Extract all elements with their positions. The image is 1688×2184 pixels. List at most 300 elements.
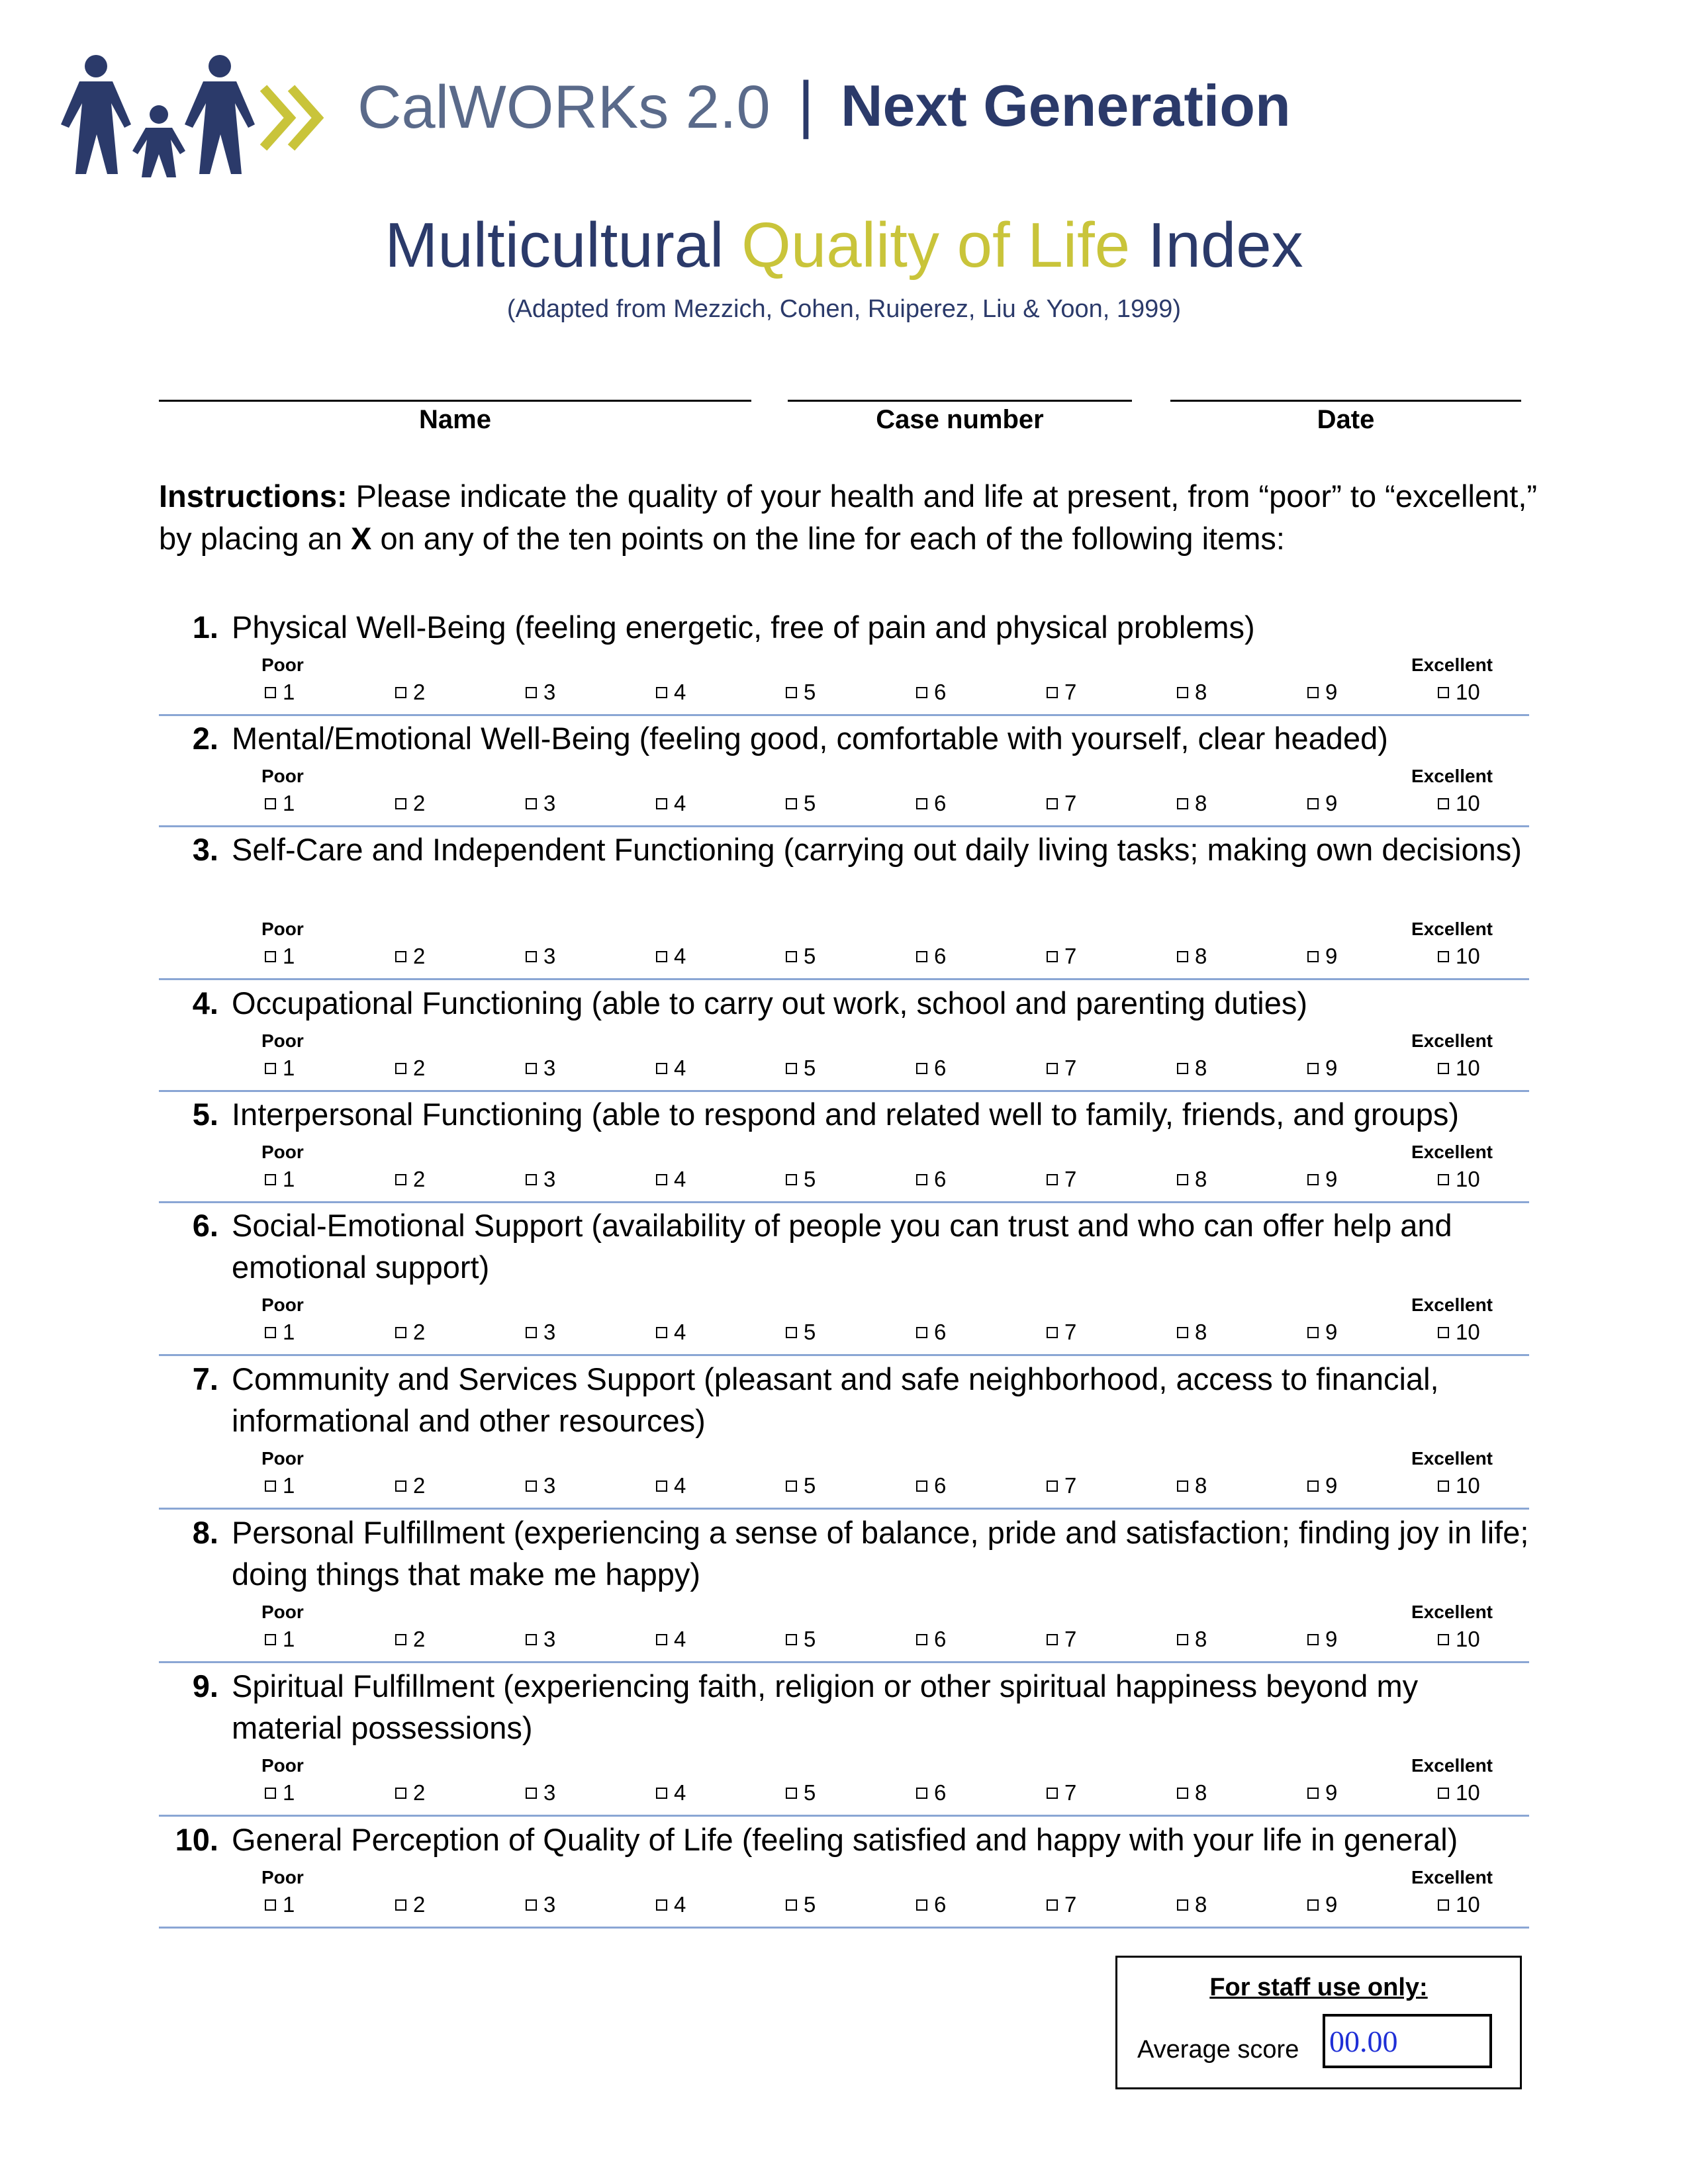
- checkbox-icon[interactable]: [1177, 798, 1188, 809]
- rating-option-label: 8: [1195, 1780, 1207, 1805]
- rating-option[interactable]: [265, 1320, 295, 1345]
- checkbox-icon[interactable]: [1307, 1899, 1319, 1911]
- rating-option[interactable]: [1438, 1780, 1480, 1805]
- rating-option[interactable]: [1438, 1167, 1480, 1192]
- rating-option[interactable]: [1438, 791, 1480, 816]
- rating-option[interactable]: [526, 1892, 555, 1917]
- rating-option-label: 2: [413, 1627, 426, 1651]
- rating-option[interactable]: [1438, 944, 1480, 969]
- checkbox-icon[interactable]: [916, 1788, 927, 1799]
- rating-option-label: 9: [1325, 1320, 1338, 1344]
- rating-option-label: 5: [804, 1320, 816, 1344]
- checkbox-icon[interactable]: [395, 1480, 406, 1492]
- rating-option[interactable]: [1047, 680, 1076, 705]
- rating-option[interactable]: [395, 1167, 425, 1192]
- rating-option-label: 1: [283, 1056, 295, 1080]
- rating-option[interactable]: [1047, 1056, 1076, 1081]
- rating-option-label: 5: [804, 1627, 816, 1651]
- scale-poor-label: Poor: [261, 1030, 304, 1051]
- checkbox-icon[interactable]: [656, 687, 667, 698]
- checkbox-icon[interactable]: [526, 1174, 537, 1185]
- rating-option[interactable]: [526, 1056, 555, 1081]
- checkbox-icon[interactable]: [1307, 1480, 1319, 1492]
- checkbox-icon[interactable]: [786, 1634, 797, 1645]
- checkbox-icon[interactable]: [1438, 1327, 1449, 1338]
- checkbox-icon[interactable]: [786, 951, 797, 962]
- rating-option[interactable]: [1307, 1320, 1337, 1345]
- checkbox-icon[interactable]: [526, 1634, 537, 1645]
- rating-option[interactable]: [265, 1780, 295, 1805]
- checkbox-icon[interactable]: [1438, 1063, 1449, 1074]
- rating-option[interactable]: [395, 1056, 425, 1081]
- rating-option[interactable]: [786, 1056, 816, 1081]
- rating-option-label: 9: [1325, 791, 1338, 815]
- rating-option[interactable]: [526, 944, 555, 969]
- rating-option[interactable]: [395, 1627, 425, 1652]
- rating-options: [265, 1627, 1503, 1653]
- item-divider: [159, 1661, 1529, 1663]
- rating-option[interactable]: [916, 1473, 946, 1498]
- rating-option[interactable]: [1047, 1320, 1076, 1345]
- rating-option[interactable]: [1307, 791, 1337, 816]
- rating-option[interactable]: [265, 1056, 295, 1081]
- checkbox-icon[interactable]: [526, 798, 537, 809]
- rating-option-label: 6: [934, 944, 947, 968]
- checkbox-icon[interactable]: [526, 1063, 537, 1074]
- rating-option-label: 8: [1195, 1320, 1207, 1344]
- instructions-text-1: Please indicate the quality of your health and life at present, from “poor” to “excellent,” by placing an: [159, 478, 1538, 556]
- scale-poor-label: Poor: [261, 1142, 304, 1162]
- rating-option[interactable]: [1177, 1056, 1207, 1081]
- rating-option[interactable]: [265, 1627, 295, 1652]
- rating-option[interactable]: [1177, 1627, 1207, 1652]
- rating-option[interactable]: [1438, 1320, 1480, 1345]
- rating-option[interactable]: [265, 791, 295, 816]
- rating-option[interactable]: [656, 1627, 686, 1652]
- rating-option-label: 7: [1064, 791, 1077, 815]
- item-number: 7.: [192, 1361, 218, 1396]
- scale-poor-label: Poor: [261, 1867, 304, 1888]
- rating-option[interactable]: [656, 1167, 686, 1192]
- staff-use-box: [1115, 1956, 1522, 2089]
- checkbox-icon[interactable]: [916, 1634, 927, 1645]
- checkbox-icon[interactable]: [1438, 1899, 1449, 1911]
- average-score-label: Average score: [1137, 2036, 1299, 2064]
- rating-option-label: 1: [283, 1780, 295, 1805]
- rating-option-label: 8: [1195, 1473, 1207, 1498]
- checkbox-icon[interactable]: [526, 687, 537, 698]
- item-divider: [159, 714, 1529, 716]
- checkbox-icon[interactable]: [1047, 1480, 1058, 1492]
- rating-option[interactable]: [656, 1780, 686, 1805]
- rating-option-label: 4: [674, 791, 686, 815]
- item-number: 4.: [192, 985, 218, 1021]
- rating-option[interactable]: [265, 1167, 295, 1192]
- rating-option-label: 8: [1195, 680, 1207, 704]
- rating-option-label: 5: [804, 791, 816, 815]
- checkbox-icon[interactable]: [1047, 687, 1058, 698]
- checkbox-icon[interactable]: [656, 798, 667, 809]
- brand-tagline: Next Generation: [841, 73, 1291, 138]
- brand-name: CalWORKs 2.0: [357, 73, 771, 141]
- rating-option[interactable]: [526, 1473, 555, 1498]
- checkbox-icon[interactable]: [265, 1899, 276, 1911]
- rating-option[interactable]: [395, 1320, 425, 1345]
- rating-option-label: 1: [283, 1167, 295, 1191]
- staff-title: For staff use only:: [1209, 1974, 1428, 2001]
- checkbox-icon[interactable]: [916, 951, 927, 962]
- checkbox-icon[interactable]: [265, 1480, 276, 1492]
- rating-option[interactable]: [1047, 791, 1076, 816]
- checkbox-icon[interactable]: [395, 1634, 406, 1645]
- rating-option[interactable]: [265, 944, 295, 969]
- checkbox-icon[interactable]: [395, 1327, 406, 1338]
- checkbox-icon[interactable]: [1438, 951, 1449, 962]
- rating-option[interactable]: [916, 791, 946, 816]
- rating-option[interactable]: [916, 1627, 946, 1652]
- scale-excellent-label: Excellent: [1411, 1602, 1493, 1622]
- checkbox-icon[interactable]: [1307, 1174, 1319, 1185]
- rating-option[interactable]: [656, 1320, 686, 1345]
- checkbox-icon[interactable]: [916, 1899, 927, 1911]
- rating-option[interactable]: [786, 1320, 816, 1345]
- rating-option-label: 6: [934, 1320, 947, 1344]
- checkbox-icon[interactable]: [786, 1788, 797, 1799]
- checkbox-icon[interactable]: [1438, 798, 1449, 809]
- checkbox-icon[interactable]: [916, 798, 927, 809]
- item-text: Community and Services Support (pleasant and safe neighborhood, access to financial, informational and other resources): [232, 1361, 1439, 1438]
- checkbox-icon[interactable]: [916, 1174, 927, 1185]
- rating-option[interactable]: [786, 791, 816, 816]
- rating-option[interactable]: [265, 680, 295, 705]
- rating-option[interactable]: [526, 791, 555, 816]
- rating-option[interactable]: [1438, 1892, 1480, 1917]
- rating-option[interactable]: [526, 1627, 555, 1652]
- item-text: Spiritual Fulfillment (experiencing faith, religion or other spiritual happiness beyond my material possessions): [232, 1668, 1419, 1745]
- checkbox-icon[interactable]: [395, 1899, 406, 1911]
- checkbox-icon[interactable]: [786, 1174, 797, 1185]
- rating-option[interactable]: [1177, 791, 1207, 816]
- checkbox-icon[interactable]: [395, 798, 406, 809]
- rating-option-label: 4: [674, 680, 686, 704]
- checkbox-icon[interactable]: [395, 1174, 406, 1185]
- rating-option-label: 4: [674, 1320, 686, 1344]
- rating-option[interactable]: [1307, 1627, 1337, 1652]
- checkbox-icon[interactable]: [1047, 1634, 1058, 1645]
- rating-option-label: 1: [283, 680, 295, 704]
- scale-poor-label: Poor: [261, 1448, 304, 1469]
- rating-options: [265, 791, 1503, 817]
- checkbox-icon[interactable]: [656, 1788, 667, 1799]
- item-text: Mental/Emotional Well-Being (feeling good, comfortable with yourself, clear headed): [232, 721, 1388, 756]
- rating-option[interactable]: [1177, 1780, 1207, 1805]
- checkbox-icon[interactable]: [1177, 1480, 1188, 1492]
- rating-option-label: 3: [543, 1056, 556, 1080]
- rating-option[interactable]: [1047, 1780, 1076, 1805]
- scale-excellent-label: Excellent: [1411, 1142, 1493, 1162]
- rating-option[interactable]: [916, 1056, 946, 1081]
- case-number-field[interactable]: [788, 400, 1132, 402]
- rating-option[interactable]: [265, 1473, 295, 1498]
- checkbox-icon[interactable]: [1307, 951, 1319, 962]
- checkbox-icon[interactable]: [265, 1634, 276, 1645]
- item-text: Personal Fulfillment (experiencing a sense of balance, pride and satisfaction; finding joy in life; doing things that make me happy): [232, 1515, 1529, 1592]
- rating-option[interactable]: [1307, 944, 1337, 969]
- scale-poor-label: Poor: [261, 919, 304, 939]
- rating-option[interactable]: [395, 1780, 425, 1805]
- rating-option-label: 6: [934, 1056, 947, 1080]
- rating-option-label: 6: [934, 791, 947, 815]
- rating-option[interactable]: [1177, 1167, 1207, 1192]
- rating-option[interactable]: [916, 1320, 946, 1345]
- rating-option-label: 4: [674, 1780, 686, 1805]
- rating-option-label: 7: [1064, 1780, 1077, 1805]
- checkbox-icon[interactable]: [786, 687, 797, 698]
- rating-options: [265, 1056, 1503, 1082]
- rating-option[interactable]: [395, 791, 425, 816]
- rating-options: [265, 1780, 1503, 1807]
- rating-option-label: 8: [1195, 944, 1207, 968]
- checkbox-icon[interactable]: [265, 1327, 276, 1338]
- checkbox-icon[interactable]: [916, 1063, 927, 1074]
- rating-option[interactable]: [916, 1892, 946, 1917]
- checkbox-icon[interactable]: [1177, 951, 1188, 962]
- rating-options: [265, 1167, 1503, 1193]
- rating-option[interactable]: [656, 944, 686, 969]
- checkbox-icon[interactable]: [265, 1174, 276, 1185]
- checkbox-icon[interactable]: [1177, 1899, 1188, 1911]
- rating-option[interactable]: [656, 1056, 686, 1081]
- rating-option-label: 10: [1456, 1473, 1480, 1498]
- checkbox-icon[interactable]: [1047, 1174, 1058, 1185]
- rating-option[interactable]: [656, 1473, 686, 1498]
- item-divider: [159, 1508, 1529, 1510]
- rating-option-label: 3: [543, 944, 556, 968]
- rating-option[interactable]: [786, 944, 816, 969]
- checkbox-icon[interactable]: [916, 687, 927, 698]
- checkbox-icon[interactable]: [526, 1788, 537, 1799]
- rating-option-label: 2: [413, 680, 426, 704]
- checkbox-icon[interactable]: [656, 1480, 667, 1492]
- rating-options: [265, 1473, 1503, 1500]
- rating-option-label: 1: [283, 791, 295, 815]
- rating-option[interactable]: [786, 1780, 816, 1805]
- rating-option[interactable]: [526, 1167, 555, 1192]
- checkbox-icon[interactable]: [395, 687, 406, 698]
- rating-option[interactable]: [1047, 944, 1076, 969]
- checkbox-icon[interactable]: [786, 1063, 797, 1074]
- rating-option[interactable]: [1307, 1780, 1337, 1805]
- checkbox-icon[interactable]: [265, 687, 276, 698]
- checkbox-icon[interactable]: [786, 1480, 797, 1492]
- rating-option[interactable]: [395, 1473, 425, 1498]
- scale-poor-label: Poor: [261, 1755, 304, 1776]
- rating-option[interactable]: [1307, 1056, 1337, 1081]
- checkbox-icon[interactable]: [1307, 1327, 1319, 1338]
- rating-option-label: 4: [674, 1473, 686, 1498]
- checkbox-icon[interactable]: [1307, 1063, 1319, 1074]
- checkbox-icon[interactable]: [395, 1063, 406, 1074]
- rating-option[interactable]: [1047, 1892, 1076, 1917]
- rating-options: [265, 1892, 1503, 1919]
- rating-option[interactable]: [1177, 1473, 1207, 1498]
- date-field[interactable]: [1170, 400, 1521, 402]
- rating-option-label: 1: [283, 1627, 295, 1651]
- rating-option-label: 1: [283, 1473, 295, 1498]
- rating-option[interactable]: [395, 680, 425, 705]
- checkbox-icon[interactable]: [1177, 1327, 1188, 1338]
- checkbox-icon[interactable]: [1177, 1634, 1188, 1645]
- rating-option-label: 9: [1325, 1892, 1338, 1917]
- rating-option-label: 10: [1456, 1056, 1480, 1080]
- checkbox-icon[interactable]: [265, 1788, 276, 1799]
- checkbox-icon[interactable]: [526, 1899, 537, 1911]
- rating-option[interactable]: [1047, 1627, 1076, 1652]
- rating-option[interactable]: [916, 944, 946, 969]
- rating-option[interactable]: [265, 1892, 295, 1917]
- checkbox-icon[interactable]: [1438, 1174, 1449, 1185]
- checkbox-icon[interactable]: [786, 1327, 797, 1338]
- checkbox-icon[interactable]: [265, 798, 276, 809]
- rating-option[interactable]: [1438, 1056, 1480, 1081]
- rating-option-label: 7: [1064, 1473, 1077, 1498]
- rating-option-label: 3: [543, 680, 556, 704]
- rating-option[interactable]: [786, 1167, 816, 1192]
- rating-option-label: 1: [283, 1892, 295, 1917]
- rating-option[interactable]: [1177, 1892, 1207, 1917]
- rating-option-label: 6: [934, 680, 947, 704]
- checkbox-icon[interactable]: [656, 1063, 667, 1074]
- rating-option-label: 9: [1325, 944, 1338, 968]
- rating-option[interactable]: [1177, 680, 1207, 705]
- rating-option[interactable]: [526, 1780, 555, 1805]
- rating-option[interactable]: [656, 791, 686, 816]
- checkbox-icon[interactable]: [786, 1899, 797, 1911]
- checkbox-icon[interactable]: [656, 1634, 667, 1645]
- rating-option-label: 4: [674, 1892, 686, 1917]
- checkbox-icon[interactable]: [656, 1327, 667, 1338]
- rating-option[interactable]: [526, 1320, 555, 1345]
- checkbox-icon[interactable]: [656, 1174, 667, 1185]
- checkbox-icon[interactable]: [526, 951, 537, 962]
- checkbox-icon[interactable]: [1307, 798, 1319, 809]
- rating-option[interactable]: [786, 680, 816, 705]
- checkbox-icon[interactable]: [656, 1899, 667, 1911]
- checkbox-icon[interactable]: [1047, 1899, 1058, 1911]
- name-field[interactable]: [159, 400, 751, 402]
- rating-option-label: 4: [674, 944, 686, 968]
- rating-option[interactable]: [916, 1780, 946, 1805]
- rating-option[interactable]: [526, 680, 555, 705]
- item-divider: [159, 1927, 1529, 1929]
- rating-option-label: 8: [1195, 1167, 1207, 1191]
- scale-excellent-label: Excellent: [1411, 655, 1493, 675]
- rating-option[interactable]: [786, 1627, 816, 1652]
- checkbox-icon[interactable]: [1307, 1788, 1319, 1799]
- rating-option-label: 2: [413, 1892, 426, 1917]
- checkbox-icon[interactable]: [395, 1788, 406, 1799]
- rating-option[interactable]: [1307, 1892, 1337, 1917]
- rating-option[interactable]: [1438, 1473, 1480, 1498]
- rating-option[interactable]: [916, 680, 946, 705]
- rating-option[interactable]: [656, 1892, 686, 1917]
- rating-option-label: 10: [1456, 1892, 1480, 1917]
- rating-option[interactable]: [656, 680, 686, 705]
- checkbox-icon[interactable]: [1438, 1788, 1449, 1799]
- rating-option-label: 3: [543, 1780, 556, 1805]
- rating-option[interactable]: [1438, 680, 1480, 705]
- rating-option-label: 6: [934, 1892, 947, 1917]
- rating-option[interactable]: [916, 1167, 946, 1192]
- rating-option[interactable]: [1177, 1320, 1207, 1345]
- rating-option[interactable]: [1177, 944, 1207, 969]
- rating-option[interactable]: [1307, 1167, 1337, 1192]
- checkbox-icon[interactable]: [395, 951, 406, 962]
- checkbox-icon[interactable]: [656, 951, 667, 962]
- checkbox-icon[interactable]: [786, 798, 797, 809]
- rating-option[interactable]: [1307, 680, 1337, 705]
- checkbox-icon[interactable]: [1047, 1327, 1058, 1338]
- checkbox-icon[interactable]: [1438, 687, 1449, 698]
- checkbox-icon[interactable]: [1047, 1063, 1058, 1074]
- checkbox-icon[interactable]: [1177, 1063, 1188, 1074]
- checkbox-icon[interactable]: [1177, 1788, 1188, 1799]
- rating-option[interactable]: [786, 1892, 816, 1917]
- rating-option[interactable]: [1307, 1473, 1337, 1498]
- calworks-logo-icon: [53, 52, 344, 184]
- checkbox-icon[interactable]: [1307, 1634, 1319, 1645]
- checkbox-icon[interactable]: [1438, 1634, 1449, 1645]
- item-number: 3.: [192, 832, 218, 867]
- rating-option-label: 2: [413, 1167, 426, 1191]
- rating-option-label: 5: [804, 1473, 816, 1498]
- checkbox-icon[interactable]: [1047, 798, 1058, 809]
- checkbox-icon[interactable]: [916, 1480, 927, 1492]
- checkbox-icon[interactable]: [1307, 687, 1319, 698]
- scale-poor-label: Poor: [261, 1295, 304, 1315]
- item-number: 9.: [192, 1668, 218, 1704]
- rating-options: [265, 680, 1503, 706]
- rating-option-label: 4: [674, 1627, 686, 1651]
- rating-option-label: 5: [804, 944, 816, 968]
- rating-option[interactable]: [395, 944, 425, 969]
- rating-option-label: 10: [1456, 944, 1480, 968]
- checkbox-icon[interactable]: [1177, 687, 1188, 698]
- checkbox-icon[interactable]: [1177, 1174, 1188, 1185]
- checkbox-icon[interactable]: [1047, 951, 1058, 962]
- checkbox-icon[interactable]: [1438, 1480, 1449, 1492]
- rating-option-label: 10: [1456, 1780, 1480, 1805]
- rating-option-label: 6: [934, 1780, 947, 1805]
- rating-option[interactable]: [1438, 1627, 1480, 1652]
- rating-option[interactable]: [1047, 1473, 1076, 1498]
- checkbox-icon[interactable]: [1047, 1788, 1058, 1799]
- checkbox-icon[interactable]: [526, 1327, 537, 1338]
- average-score-field[interactable]: 00.00: [1323, 2014, 1492, 2068]
- scale-excellent-label: Excellent: [1411, 1867, 1493, 1888]
- checkbox-icon[interactable]: [265, 951, 276, 962]
- rating-option[interactable]: [1047, 1167, 1076, 1192]
- item-text: Social-Emotional Support (availability of people you can trust and who can offer help and emotional support): [232, 1208, 1452, 1285]
- rating-option[interactable]: [395, 1892, 425, 1917]
- checkbox-icon[interactable]: [265, 1063, 276, 1074]
- rating-option-label: 7: [1064, 680, 1077, 704]
- checkbox-icon[interactable]: [526, 1480, 537, 1492]
- scale-excellent-label: Excellent: [1411, 1448, 1493, 1469]
- rating-option[interactable]: [786, 1473, 816, 1498]
- checkbox-icon[interactable]: [916, 1327, 927, 1338]
- item-divider: [159, 825, 1529, 827]
